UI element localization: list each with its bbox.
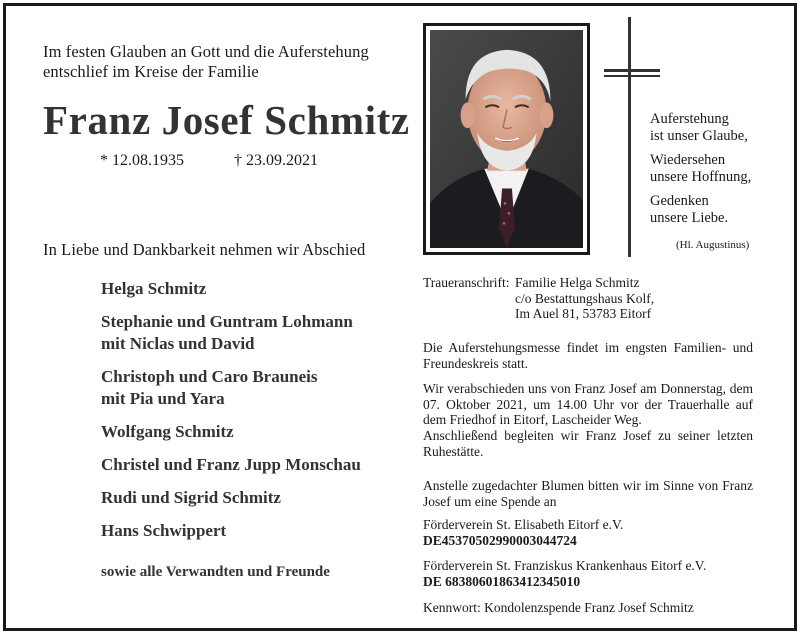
quote-line: Auferstehung (650, 111, 729, 127)
burial-notice: Anschließend begleiten wir Franz Josef zu seiner letzten Ruhestätte. (423, 428, 753, 459)
cross-bar (604, 69, 660, 72)
quote-source: (Hl. Augustinus) (676, 239, 750, 251)
intro-line: Im festen Glauben an Gott und die Auferstehung (43, 42, 369, 61)
quote-line: unsere Liebe. (650, 210, 729, 226)
mourning-address (515, 275, 654, 322)
death-date: † 23.09.2021 (234, 152, 318, 169)
mourner-entry (101, 487, 361, 509)
mourner-line: Rudi und Sigrid Schmitz (101, 488, 281, 507)
donation-keyword: Kennwort: Kondolenzspende Franz Josef Schmitz (423, 600, 694, 615)
cross-icon (628, 17, 631, 257)
cross-bar (604, 75, 660, 77)
mass-notice: Die Auferstehungsmesse findet im engsten Familien- und Freundeskreis statt. (423, 340, 753, 371)
augustinus-quote (650, 111, 751, 234)
intro-line: entschlief im Kreise der Familie (43, 62, 259, 81)
mourner-entry (101, 311, 361, 355)
quote-line: unsere Hoffnung, (650, 169, 752, 185)
portrait-photo (430, 30, 583, 248)
quote-line: Gedenken (650, 193, 709, 209)
mourner-line: Helga Schmitz (101, 279, 207, 298)
address-line: c/o Bestattungshaus Kolf, (515, 290, 655, 306)
donation-iban: DE 68380601863412345010 (423, 574, 581, 589)
mourner-line: Hans Schwippert (101, 521, 227, 540)
address-label: Traueranschrift: (423, 275, 510, 290)
mourner-entry (101, 278, 361, 300)
mourner-entry (101, 366, 361, 410)
quote-stanza (650, 111, 751, 145)
mourner-line: Stephanie und Guntram Lohmann (101, 312, 353, 331)
mourner-line: mit Pia und Yara (101, 389, 225, 408)
quote-stanza (650, 193, 751, 227)
mourners-list (101, 278, 361, 553)
quote-stanza (650, 152, 751, 186)
intro-text (43, 42, 369, 82)
birth-date: * 12.08.1935 (100, 152, 184, 169)
quote-line: ist unser Glaube, (650, 128, 748, 144)
mourner-entry (101, 520, 361, 542)
donation-iban: DE45370502990003044724 (423, 533, 577, 548)
mourner-line: Wolfgang Schmitz (101, 422, 234, 441)
funeral-notice: Wir verabschieden uns von Franz Josef am Donnerstag, dem 07. Oktober 2021, um 14.00 Uhr vor der Trauerhalle auf dem Friedhof in Eitorf, Lascheider Weg. (423, 381, 753, 428)
quote-line: Wiedersehen (650, 152, 726, 168)
mourner-entry (101, 454, 361, 476)
portrait-frame (423, 23, 590, 255)
relatives-line: sowie alle Verwandten und Freunde (101, 564, 330, 580)
donation-org: Förderverein St. Elisabeth Eitorf e.V. (423, 517, 624, 532)
address-line: Im Auel 81, 53783 Eitorf (515, 306, 652, 322)
mourner-line: Christel und Franz Jupp Monschau (101, 455, 361, 474)
address-line: Familie Helga Schmitz (515, 275, 640, 290)
mourner-line: Christoph und Caro Brauneis (101, 367, 318, 386)
farewell-line: In Liebe und Dankbarkeit nehmen wir Abschied (43, 240, 366, 259)
mourner-entry (101, 421, 361, 443)
donation-org: Förderverein St. Franziskus Krankenhaus Eitorf e.V. (423, 558, 707, 573)
donation-notice: Anstelle zugedachter Blumen bitten wir im Sinne von Franz Josef um eine Spende an (423, 478, 753, 509)
mourner-line: mit Niclas und David (101, 334, 255, 353)
deceased-name: Franz Josef Schmitz (43, 97, 410, 143)
